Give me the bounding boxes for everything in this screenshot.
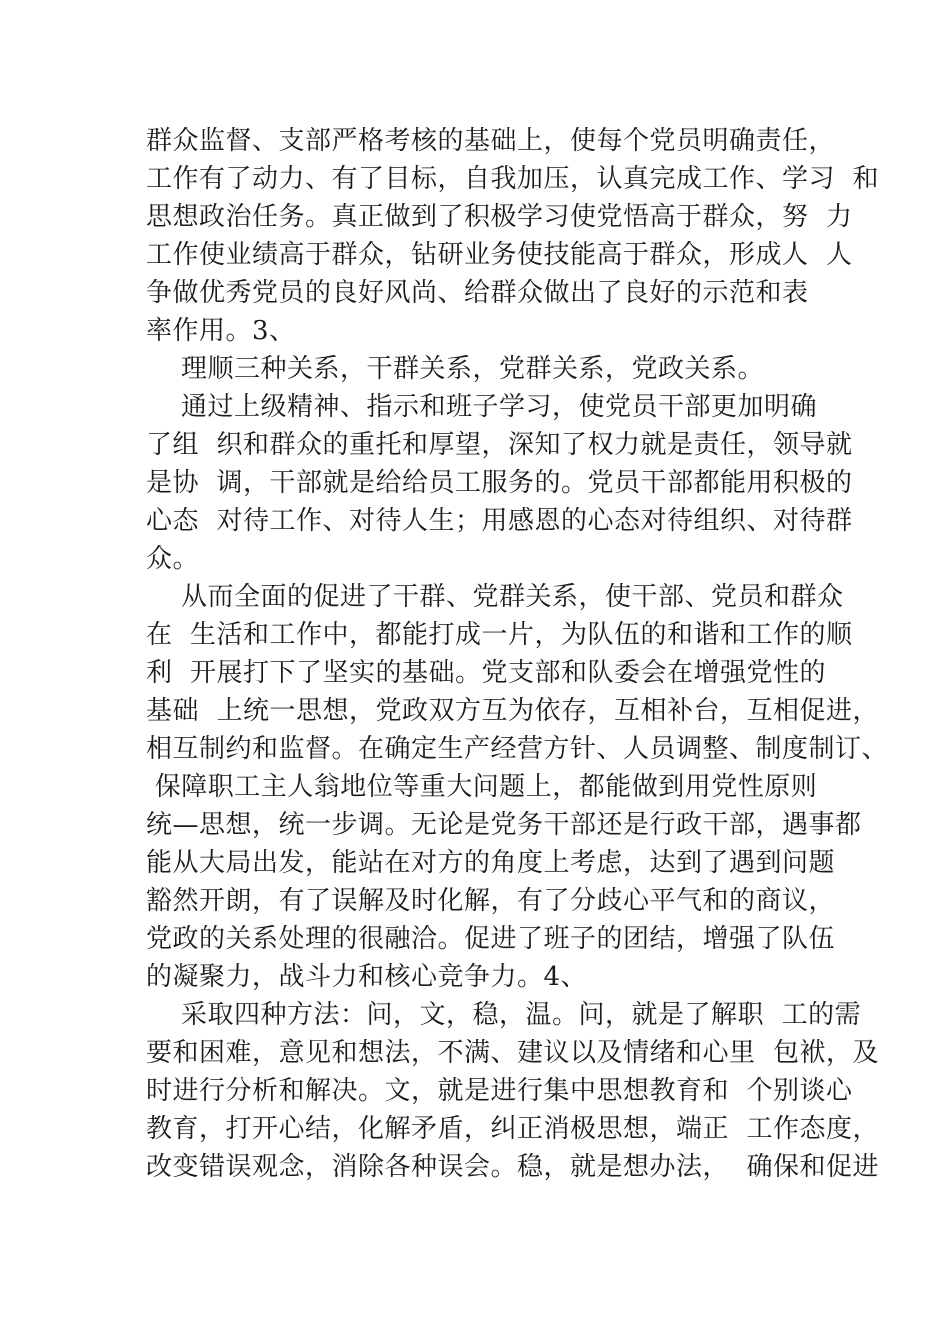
text-line: 采取四种方法：问，文，稳，温。问，就是了解职 工的需	[146, 1000, 862, 1030]
text-line: 是协 调，干部就是给给员工服务的。党员干部都能用积极的	[146, 468, 853, 498]
text-line: 率作用。3、	[146, 316, 296, 346]
text-line: 通过上级精神、指示和班子学习，使党员干部更加明确	[146, 392, 818, 422]
text-line: 理顺三种关系，干群关系，党群关系，党政关系。	[146, 354, 765, 384]
text-line: 能从大局出发，能站在对方的角度上考虑，达到了遇到问题	[146, 848, 836, 878]
text-line: 争做优秀党员的良好风尚、给群众做出了良好的示范和表	[146, 278, 809, 308]
text-line: 要和困难，意见和想法，不满、建议以及情绪和心里 包袱，及	[146, 1038, 880, 1068]
text-line: 工作有了动力、有了目标，自我加压，认真完成工作、学习 和	[146, 164, 880, 194]
text-line: 改变错误观念，消除各种误会。稳，就是想办法， 确保和促进	[146, 1152, 880, 1182]
text-line: 教育，打开心结，化解矛盾，纠正消极思想，端正 工作态度，	[146, 1114, 880, 1144]
text-line: 利 开展打下了坚实的基础。党支部和队委会在增强党性的	[146, 658, 827, 688]
text-line: 统—思想，统一步调。无论是党务干部还是行政干部，遇事都	[146, 810, 862, 840]
text-line: 了组 织和群众的重托和厚望，深知了权力就是责任，领导就	[146, 430, 853, 460]
text-line: 党政的关系处理的很融洽。促进了班子的团结，增强了队伍	[146, 924, 836, 954]
text-line: 豁然开朗，有了误解及时化解，有了分歧心平气和的商议，	[146, 886, 836, 916]
text-line: 时进行分析和解决。文，就是进行集中思想教育和 个别谈心	[146, 1076, 853, 1106]
text-line: 从而全面的促进了干群、党群关系，使干部、党员和群众	[146, 582, 844, 612]
text-line: 众。	[146, 544, 200, 574]
text-line: 心态 对待工作、对待人生；用感恩的心态对待组织、对待群	[146, 506, 853, 536]
text-line: 在 生活和工作中，都能打成一片，为队伍的和谐和工作的顺	[146, 620, 853, 650]
text-line: 保障职工主人翁地位等重大问题上，都能做到用党性原则	[146, 772, 818, 802]
text-line: 工作使业绩高于群众，钻研业务使技能高于群众，形成人 人	[146, 240, 853, 270]
text-line: 群众监督、支部严格考核的基础上，使每个党员明确责任，	[146, 126, 836, 156]
text-line: 基础 上统一思想，党政双方互为依存，互相补台，互相促进，	[146, 696, 880, 726]
text-line: 相互制约和监督。在确定生产经营方针、人员调整、制度制订、	[146, 734, 889, 764]
text-line: 思想政治任务。真正做到了积极学习使党悟高于群众，努 力	[146, 202, 853, 232]
text-line: 的凝聚力，战斗力和核心竞争力。4、	[146, 962, 588, 992]
